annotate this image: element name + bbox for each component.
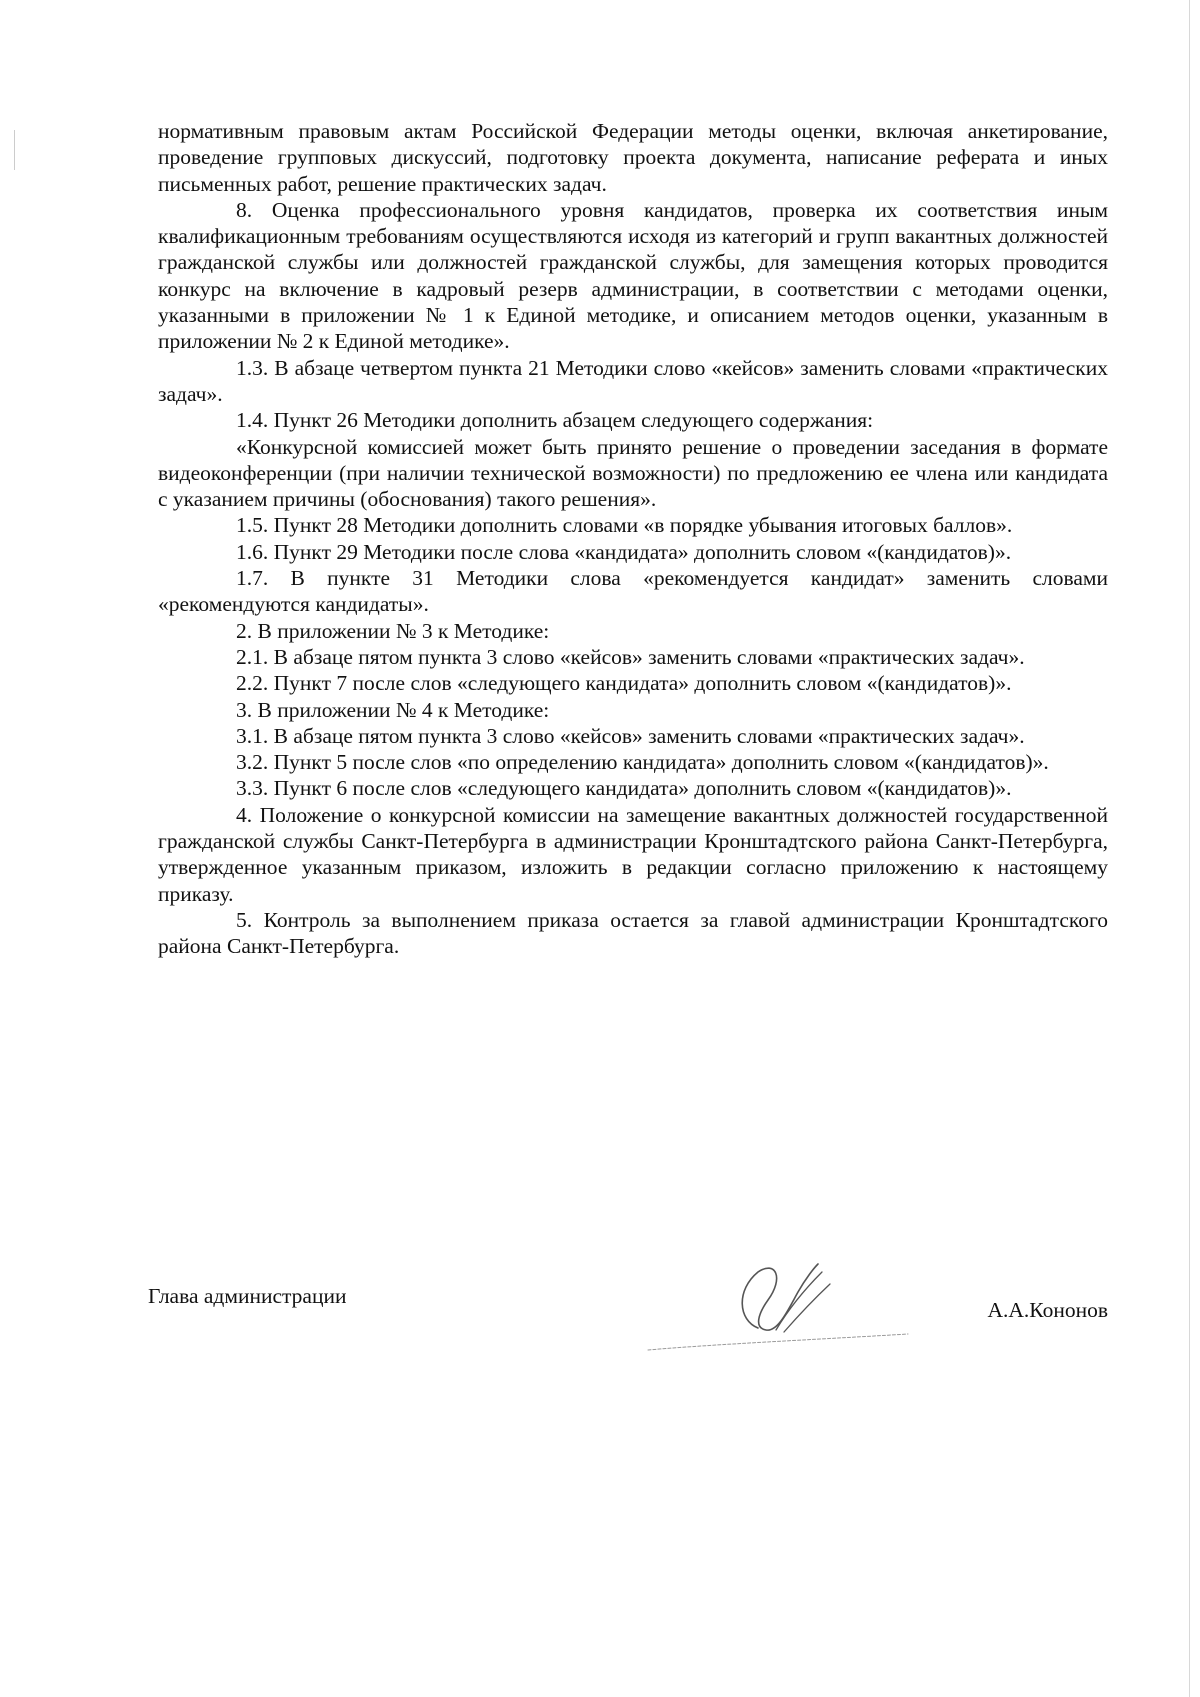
document-body <box>158 118 1108 960</box>
scan-margin-mark <box>14 130 15 170</box>
paragraph-item-1-4: 1.4. Пункт 26 Методики дополнить абзацем следующего содержания: <box>236 408 874 433</box>
paragraph-item-2: 2. В приложении № 3 к Методике: <box>236 618 550 643</box>
handwritten-signature <box>608 1250 928 1360</box>
paragraph-quote-videoconference: «Конкурсной комиссией может быть принято решение о проведении заседания в формате видеоконференции (при наличии технической возможности) по предложению ее члена или кандидата с указанием причины (обоснования) такого решения». <box>158 434 1108 512</box>
paragraph-item-3-2: 3.2. Пункт 5 после слов «по определению кандидата» дополнить словом «(кандидатов)». <box>236 750 1049 775</box>
paragraph-item-2-1: 2.1. В абзаце пятом пункта 3 слово «кейсов» заменить словами «практических задач». <box>236 644 1025 669</box>
paragraph-item-8: 8. Оценка профессионального уровня кандидатов, проверка их соответствия иным квалификационным требованиям осуществляются исходя из категорий и групп вакантных должностей гражданской службы или должностей гражданской службы, для замещения которых проводится конкурс на включение в кадровый резерв администрации, в соответствии с методами оценки, указанными в приложении № 1 к Единой методике, и описанием методов оценки, указанным в приложении № 2 к Единой методике». <box>158 197 1108 354</box>
paragraph-item-1-3: 1.3. В абзаце четвертом пункта 21 Методики слово «кейсов» заменить словами «практических задач». <box>158 355 1108 406</box>
signatory-name: А.А.Кононов <box>987 1298 1108 1322</box>
signature-block <box>148 1270 1108 1360</box>
paragraph-item-2-2: 2.2. Пункт 7 после слов «следующего кандидата» дополнить словом «(кандидатов)». <box>236 671 1012 696</box>
paragraph-item-4: 4. Положение о конкурсной комиссии на замещение вакантных должностей государственной гражданской службы Санкт-Петербурга в администрации Кронштадтского района Санкт-Петербурга, утвержденное указанным приказом, изложить в редакции согласно приложению к настоящему приказу. <box>158 802 1108 906</box>
signatory-title: Глава администрации <box>148 1284 347 1308</box>
paragraph-item-3-1: 3.1. В абзаце пятом пункта 3 слово «кейсов» заменить словами «практических задач». <box>236 723 1025 748</box>
paragraph-item-3-3: 3.3. Пункт 6 после слов «следующего кандидата» дополнить словом «(кандидатов)». <box>236 776 1012 801</box>
paragraph-item-3: 3. В приложении № 4 к Методике: <box>236 697 550 722</box>
paragraph-item-1-7: 1.7. В пункте 31 Методики слова «рекомендуется кандидат» заменить словами «рекомендуются кандидаты». <box>158 566 1108 617</box>
paragraph-item-1-6: 1.6. Пункт 29 Методики после слова «кандидата» дополнить словом «(кандидатов)». <box>236 539 1012 564</box>
paragraph-item-1-5: 1.5. Пункт 28 Методики дополнить словами «в порядке убывания итоговых баллов». <box>236 513 1013 538</box>
paragraph-item-5: 5. Контроль за выполнением приказа остается за главой администрации Кронштадтского района Санкт-Петербурга. <box>158 907 1108 959</box>
scan-edge-line <box>1189 0 1190 1697</box>
paragraph-continuation: нормативным правовым актам Российской Федерации методы оценки, включая анкетирование, проведение групповых дискуссий, подготовку проекта документа, написание реферата и иных письменных работ, решение практических задач. <box>158 119 1108 196</box>
